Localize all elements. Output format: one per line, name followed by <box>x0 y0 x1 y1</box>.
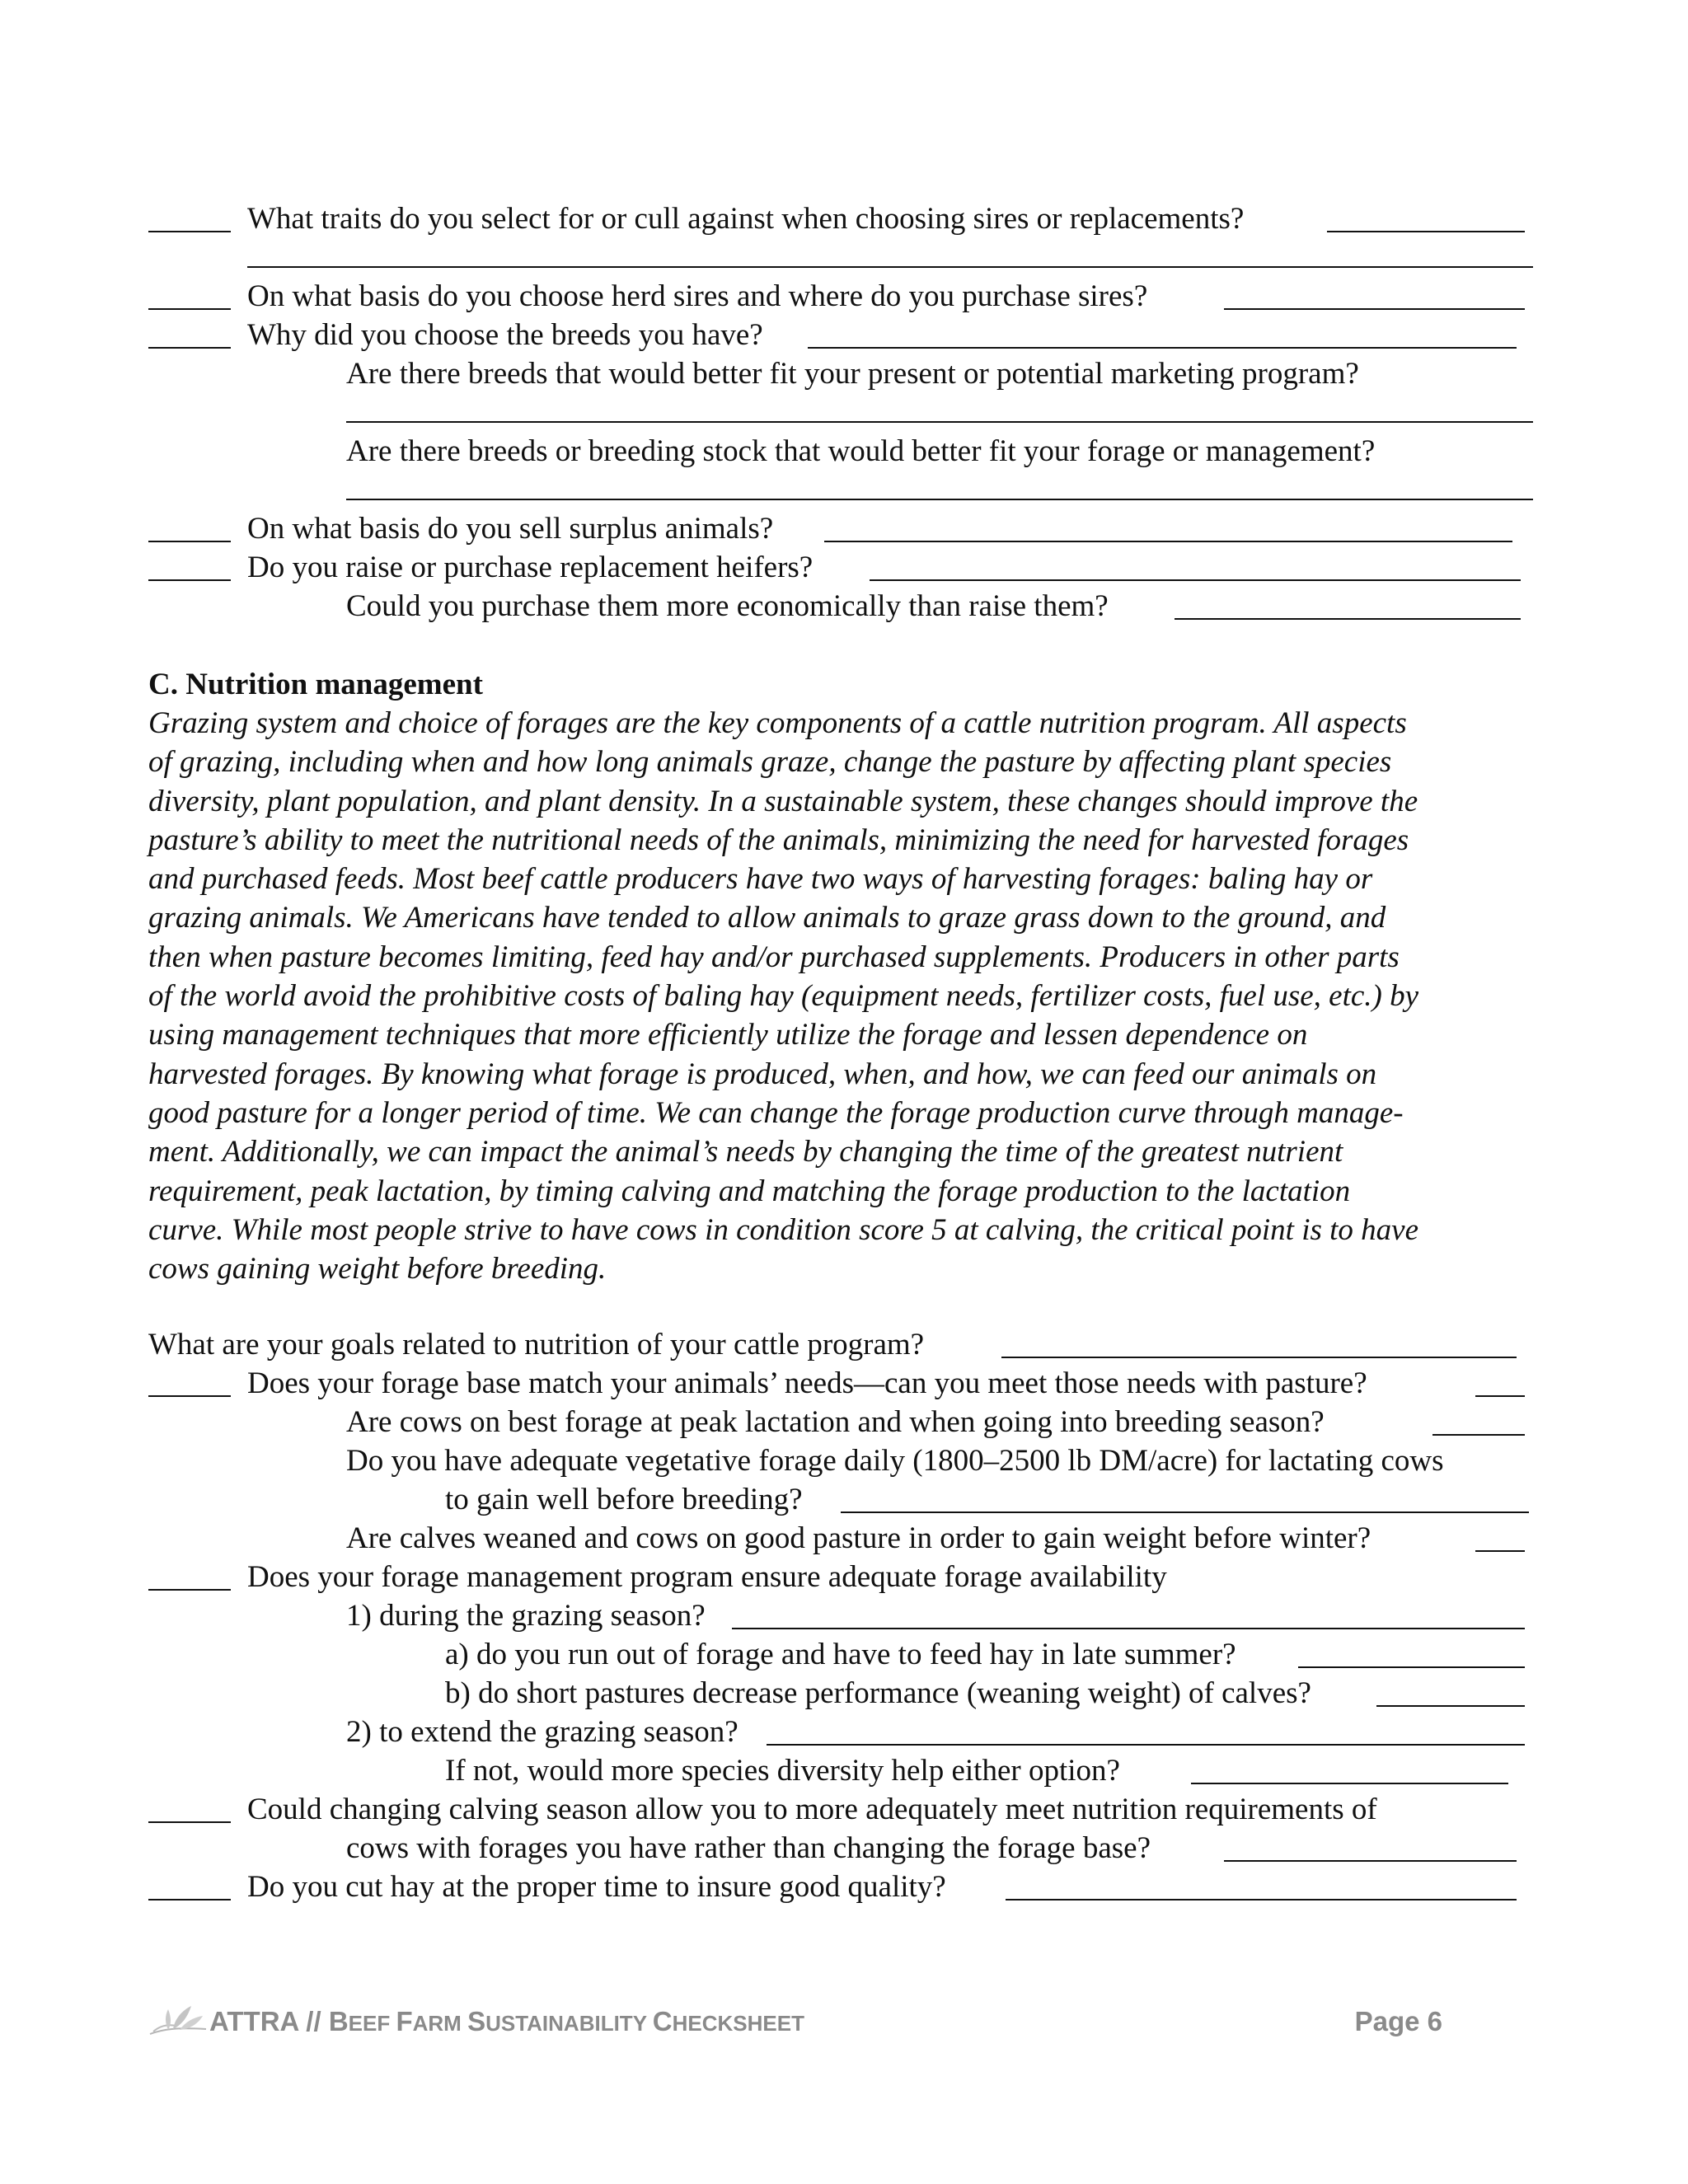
paragraph-line: pasture’s ability to meet the nutritional needs of the animals, minimizing the need for harvested forages <box>148 823 1409 857</box>
question-row <box>148 1713 1533 1751</box>
answer-blank[interactable] <box>1376 1705 1525 1707</box>
answer-blank[interactable] <box>1475 1550 1525 1552</box>
question-row <box>148 587 1533 626</box>
question-row <box>148 1790 1533 1829</box>
footer-title-part: C <box>652 2006 673 2036</box>
question-row <box>148 1364 1533 1403</box>
question-text: Are there breeds or breeding stock that would better fit your forage or management? <box>346 434 1376 468</box>
answer-line-row <box>148 393 1533 432</box>
question-row <box>148 199 1533 238</box>
answer-check-blank[interactable] <box>148 231 231 232</box>
question-text: What traits do you select for or cull against when choosing sires or replacements? <box>247 202 1245 236</box>
answer-blank[interactable] <box>808 347 1517 349</box>
page-number: Page 6 <box>1354 2006 1442 2036</box>
footer-title-part: EEF <box>348 2011 396 2036</box>
answer-blank[interactable] <box>1224 1860 1517 1862</box>
question-row <box>148 277 1533 316</box>
footer-title-part: F <box>396 2006 413 2036</box>
question-text: Could changing calving season allow you to more adequately meet nutrition requirements of <box>247 1793 1377 1826</box>
question-row <box>148 354 1533 393</box>
question-text: Are cows on best forage at peak lactation and when going into breeding season? <box>346 1405 1325 1439</box>
answer-line-row <box>148 238 1533 277</box>
question-row <box>148 432 1533 471</box>
answer-check-blank[interactable] <box>148 1395 231 1397</box>
answer-blank[interactable] <box>1175 618 1521 620</box>
paragraph-line: diversity, plant population, and plant density. In a sustainable system, these changes should improve the <box>148 784 1418 818</box>
paragraph-line: good pasture for a longer period of time. We can change the forage production curve through manage- <box>148 1095 1404 1130</box>
answer-blank[interactable] <box>841 1511 1529 1513</box>
answer-blank[interactable] <box>247 266 1533 268</box>
answer-blank[interactable] <box>1475 1395 1525 1397</box>
section-intro-paragraph <box>148 704 1541 1288</box>
answer-blank[interactable] <box>1432 1434 1525 1436</box>
answer-blank[interactable] <box>824 541 1512 542</box>
paragraph-line: cows gaining weight before breeding. <box>148 1252 607 1286</box>
question-row <box>148 1441 1533 1480</box>
page-footer <box>148 2003 1442 2041</box>
answer-check-blank[interactable] <box>148 579 231 581</box>
question-text: What are your goals related to nutrition of your cattle program? <box>148 1328 925 1361</box>
question-row <box>148 509 1533 548</box>
section-heading: C. Nutrition management <box>148 668 483 701</box>
question-text: Do you have adequate vegetative forage daily (1800–2500 lb DM/acre) for lactating cows <box>346 1444 1444 1478</box>
nutrition-section <box>148 665 1533 1288</box>
paragraph-line: then when pasture becomes limiting, feed hay and/or purchased supplements. Producers in other parts <box>148 940 1400 974</box>
question-row <box>148 1403 1533 1441</box>
question-text: Do you raise or purchase replacement heifers? <box>247 551 814 584</box>
answer-blank[interactable] <box>1001 1357 1517 1358</box>
question-text: Do you cut hay at the proper time to insure good quality? <box>247 1870 946 1904</box>
answer-blank[interactable] <box>767 1744 1525 1746</box>
answer-blank[interactable] <box>1298 1666 1525 1668</box>
nutrition-questions <box>148 1325 1533 1906</box>
footer-title-part: USTAINABILITY <box>485 2011 653 2036</box>
question-row <box>148 1519 1533 1558</box>
question-text: Are calves weaned and cows on good pasture in order to gain weight before winter? <box>346 1521 1372 1555</box>
question-row <box>148 1635 1533 1674</box>
question-row <box>148 1751 1533 1790</box>
answer-blank[interactable] <box>732 1628 1525 1629</box>
paragraph-line: curve. While most people strive to have cows in condition score 5 at calving, the critical point is to have <box>148 1212 1418 1247</box>
paragraph-line: using management techniques that more efficiently utilize the forage and lessen dependence on <box>148 1018 1308 1052</box>
question-text: 1) during the grazing season? <box>346 1599 706 1633</box>
paragraph-line: and purchased feeds. Most beef cattle producers have two ways of harvesting forages: baling hay or <box>148 862 1373 897</box>
answer-blank[interactable] <box>1191 1783 1508 1784</box>
question-text: 2) to extend the grazing season? <box>346 1715 738 1749</box>
question-row <box>148 1829 1533 1868</box>
answer-blank[interactable] <box>346 421 1533 423</box>
question-text: cows with forages you have rather than changing the forage base? <box>346 1831 1151 1865</box>
answer-blank[interactable] <box>346 499 1533 500</box>
breeding-questions <box>148 199 1533 626</box>
footer-title-part: S <box>467 2006 486 2036</box>
paragraph-line: requirement, peak lactation, by timing calving and matching the forage production to the lactation <box>148 1174 1351 1208</box>
answer-blank[interactable] <box>1006 1899 1517 1900</box>
question-text: Does your forage management program ensure adequate forage availability <box>247 1560 1167 1594</box>
footer-title <box>209 2006 804 2037</box>
answer-line-row <box>148 471 1533 509</box>
answer-check-blank[interactable] <box>148 1821 231 1823</box>
question-text: b) do short pastures decrease performance (weaning weight) of calves? <box>445 1676 1311 1710</box>
question-text: Why did you choose the breeds you have? <box>247 318 763 352</box>
question-text: Does your forage base match your animals’ needs—can you meet those needs with pasture? <box>247 1366 1367 1400</box>
question-text: If not, would more species diversity help either option? <box>445 1754 1120 1788</box>
paragraph-line: of grazing, including when and how long animals graze, change the pasture by affecting plant species <box>148 745 1392 780</box>
question-text: a) do you run out of forage and have to feed hay in late summer? <box>445 1638 1236 1671</box>
question-text: On what basis do you sell surplus animals? <box>247 512 774 546</box>
paragraph-line: harvested forages. By knowing what forage is produced, when, and how, we can feed our animals on <box>148 1057 1377 1091</box>
question-row <box>148 1868 1533 1906</box>
footer-title-part: ARM <box>412 2011 468 2036</box>
attra-leaf-logo-icon <box>148 2004 208 2037</box>
answer-check-blank[interactable] <box>148 1899 231 1900</box>
question-text: On what basis do you choose herd sires and where do you purchase sires? <box>247 279 1148 313</box>
question-row <box>148 1558 1533 1596</box>
answer-check-blank[interactable] <box>148 1589 231 1591</box>
paragraph-line: Grazing system and choice of forages are the key components of a cattle nutrition program. All aspects <box>148 706 1407 740</box>
answer-blank[interactable] <box>1224 308 1525 310</box>
question-row <box>148 1480 1533 1519</box>
paragraph-line: ment. Additionally, we can impact the animal’s needs by changing the time of the greatest nutrient <box>148 1135 1343 1169</box>
answer-blank[interactable] <box>870 579 1521 581</box>
answer-check-blank[interactable] <box>148 541 231 542</box>
question-row <box>148 1596 1533 1635</box>
paragraph-line: of the world avoid the prohibitive costs of baling hay (equipment needs, fertilizer costs, fuel use, etc.) by <box>148 979 1419 1014</box>
paragraph-line: grazing animals. We Americans have tended to allow animals to graze grass down to the ground, and <box>148 901 1386 935</box>
question-text: Are there breeds that would better fit your present or potential marketing program? <box>346 357 1359 391</box>
footer-title-part: HECKSHEET <box>672 2011 804 2036</box>
footer-title-part: B <box>328 2006 349 2036</box>
question-row <box>148 1325 1533 1364</box>
answer-check-blank[interactable] <box>148 347 231 349</box>
question-row <box>148 548 1533 587</box>
question-text: to gain well before breeding? <box>445 1483 803 1516</box>
answer-blank[interactable] <box>1327 231 1525 232</box>
question-row <box>148 316 1533 354</box>
footer-brand: ATTRA // <box>209 2006 329 2036</box>
question-text: Could you purchase them more economically than raise them? <box>346 589 1109 623</box>
answer-check-blank[interactable] <box>148 308 231 310</box>
question-row <box>148 1674 1533 1713</box>
